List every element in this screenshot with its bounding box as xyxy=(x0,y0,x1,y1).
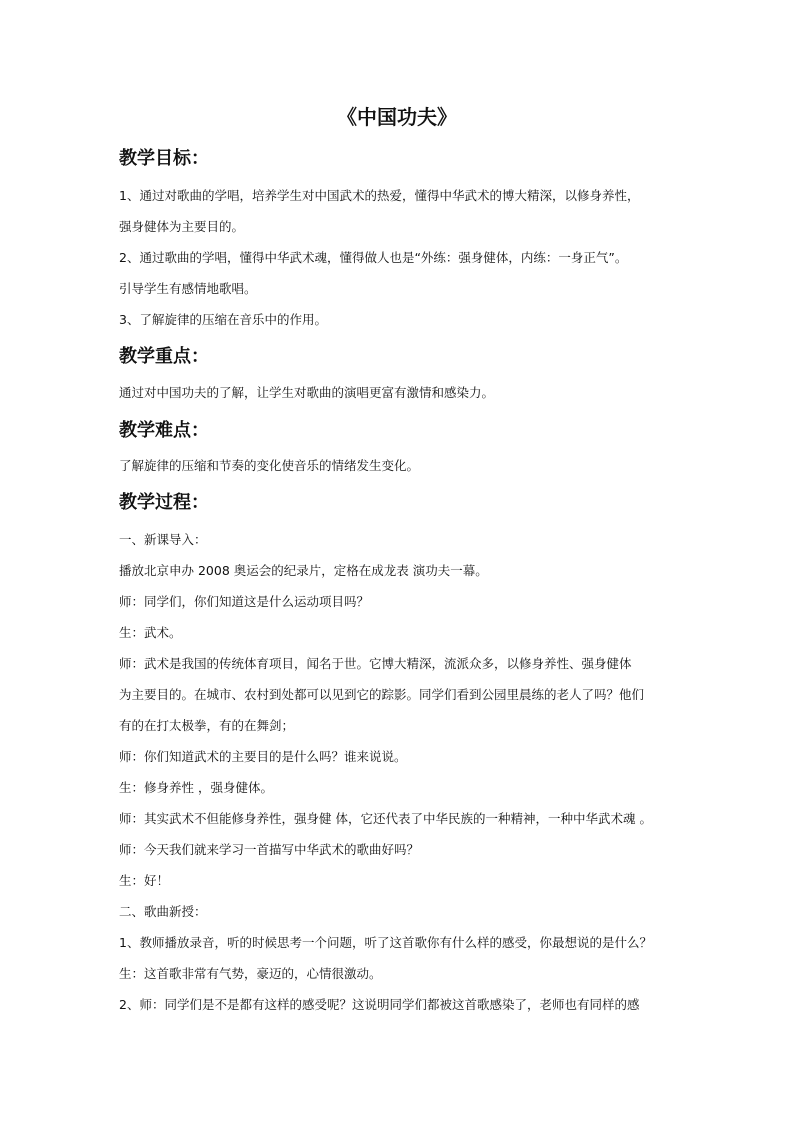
paragraph-line: 2、通过歌曲的学唱，懂得中华武术魂，懂得做人也是“外练：强身健体，内练：一身正气”。 xyxy=(119,250,628,265)
paragraph-line: 一、新课导入： xyxy=(119,532,207,547)
paragraph-line: 强身健体为主要目的。 xyxy=(119,219,245,234)
paragraph-line: 通过对中国功夫的了解，让学生对歌曲的演唱更富有激情和感染力。 xyxy=(119,385,495,400)
paragraph-line: 生：好！ xyxy=(119,873,170,888)
paragraph-line: 师：其实武术不但能修身养性，强身健 体，它还代表了中华民族的一种精神，一种中华武术魂 。 xyxy=(119,811,652,826)
paragraph-line: 2、师：同学们是不是都有这样的感受呢？这说明同学们都被这首歌感染了，老师也有同样的感 xyxy=(119,997,640,1012)
section-heading-key-points: 教学重点： xyxy=(119,346,209,367)
paragraph-line: 为主要目的。在城市、农村到处都可以见到它的踪影。同学们看到公园里晨练的老人了吗？他们 xyxy=(119,687,645,702)
paragraph-line: 生：这首歌非常有气势，豪迈的，心情很激动。 xyxy=(119,966,382,981)
paragraph-line: 生：武术。 xyxy=(119,625,182,640)
section-heading-process: 教学过程： xyxy=(119,492,209,513)
paragraph-line: 师：你们知道武术的主要目的是什么吗？谁来说说。 xyxy=(119,749,407,764)
paragraph-line: 师：同学们，你们知道这是什么运动项目吗？ xyxy=(119,594,370,609)
paragraph-line: 1、教师播放录音，听的时候思考一个问题，听了这首歌你有什么样的感受，你最想说的是什么？ xyxy=(119,935,652,950)
paragraph-line: 二、歌曲新授： xyxy=(119,904,207,919)
paragraph-line: 播放北京申办 2008 奥运会的纪录片，定格在成龙表 演功夫一幕。 xyxy=(119,563,488,578)
paragraph-line: 生：修身养性 ，强身健体。 xyxy=(119,780,273,795)
section-heading-difficulties: 教学难点： xyxy=(119,420,209,441)
paragraph-line: 1、通过对歌曲的学唱，培养学生对中国武术的热爱，懂得中华武术的博大精深，以修身养性， xyxy=(119,188,640,203)
paragraph-line: 引导学生有感情地歌唱。 xyxy=(119,281,257,296)
paragraph-line: 有的在打太极拳，有的在舞剑； xyxy=(119,718,295,733)
paragraph-line: 师：今天我们就来学习一首描写中华武术的歌曲好吗？ xyxy=(119,842,420,857)
section-heading-objectives: 教学目标： xyxy=(119,148,209,169)
paragraph-line: 了解旋律的压缩和节奏的变化使音乐的情绪发生变化。 xyxy=(119,458,420,473)
paragraph-line: 师：武术是我国的传统体育项目，闻名于世。它博大精深，流派众多，以修身养性、强身健体 xyxy=(119,656,632,671)
document-title: 《中国功夫》 xyxy=(337,105,457,129)
paragraph-line: 3、了解旋律的压缩在音乐中的作用。 xyxy=(119,312,327,327)
